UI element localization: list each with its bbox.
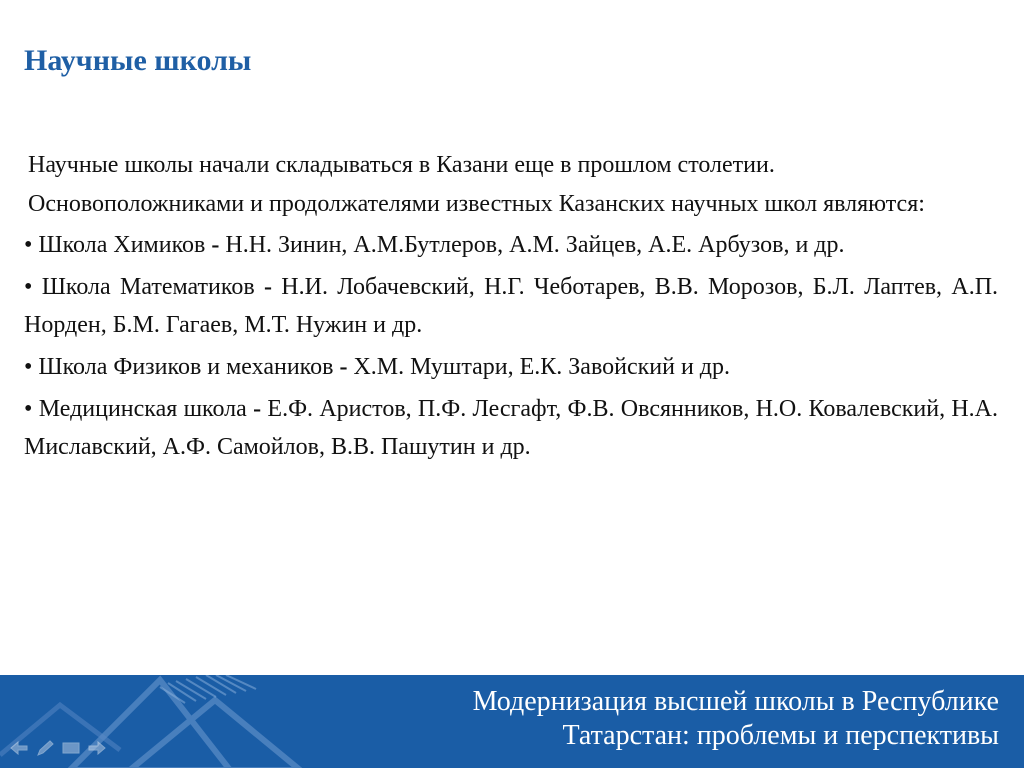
footer-line-2: Татарстан: проблемы и перспективы [562,720,999,751]
footer-line-1: Модернизация высшей школы в Республике [472,686,999,717]
school-name: Медицинская школа [38,396,247,422]
list-item [24,348,998,386]
list-item [24,268,998,344]
school-name: Школа Химиков [38,232,206,258]
school-members: Е.Ф. Аристов, П.Ф. Лесгафт, Ф.В. Овсянников, Н.О. Ковалевский, Н.А. Миславский, А.Ф. Самойлов, В.В. Пашутин и др. [24,396,999,460]
slide-body [24,146,998,466]
separator-dash: - [253,396,262,422]
menu-icon[interactable] [62,741,80,755]
separator-dash: - [339,354,348,380]
footer-caption [473,685,999,753]
bullet-marker: • [24,354,33,380]
school-name: Школа Физиков и механиков [38,354,334,380]
bullet-marker: • [24,232,33,258]
slide-navigation [10,738,106,758]
slide-title: Научные школы [24,44,252,77]
list-item [24,226,998,264]
separator-dash: - [263,274,272,300]
footer-banner [0,675,1024,768]
bullet-marker: • [24,396,33,422]
previous-slide-icon[interactable] [10,741,28,755]
list-item [24,390,998,466]
separator-dash: - [211,232,220,258]
next-slide-icon[interactable] [88,741,106,755]
school-name: Школа Математиков [41,274,255,300]
pen-icon[interactable] [36,740,54,756]
school-members: Н.Н. Зинин, А.М.Бутлеров, А.М. Зайцев, А.Е. Арбузов, и др. [225,232,845,258]
intro-line-1: Научные школы начали складываться в Казани еще в прошлом столетии. [28,152,775,178]
intro-line-2: Основоположниками и продолжателями известных Казанских научных школ являются: [28,191,925,217]
bullet-marker: • [24,274,33,300]
school-members: Н.И. Лобачевский, Н.Г. Чеботарев, В.В. Морозов, Б.Л. Лаптев, А.П. Норден, Б.М. Гагаев, М.Т. Нужин и др. [24,274,999,338]
school-members: Х.М. Муштари, Е.К. Завойский и др. [353,354,731,380]
